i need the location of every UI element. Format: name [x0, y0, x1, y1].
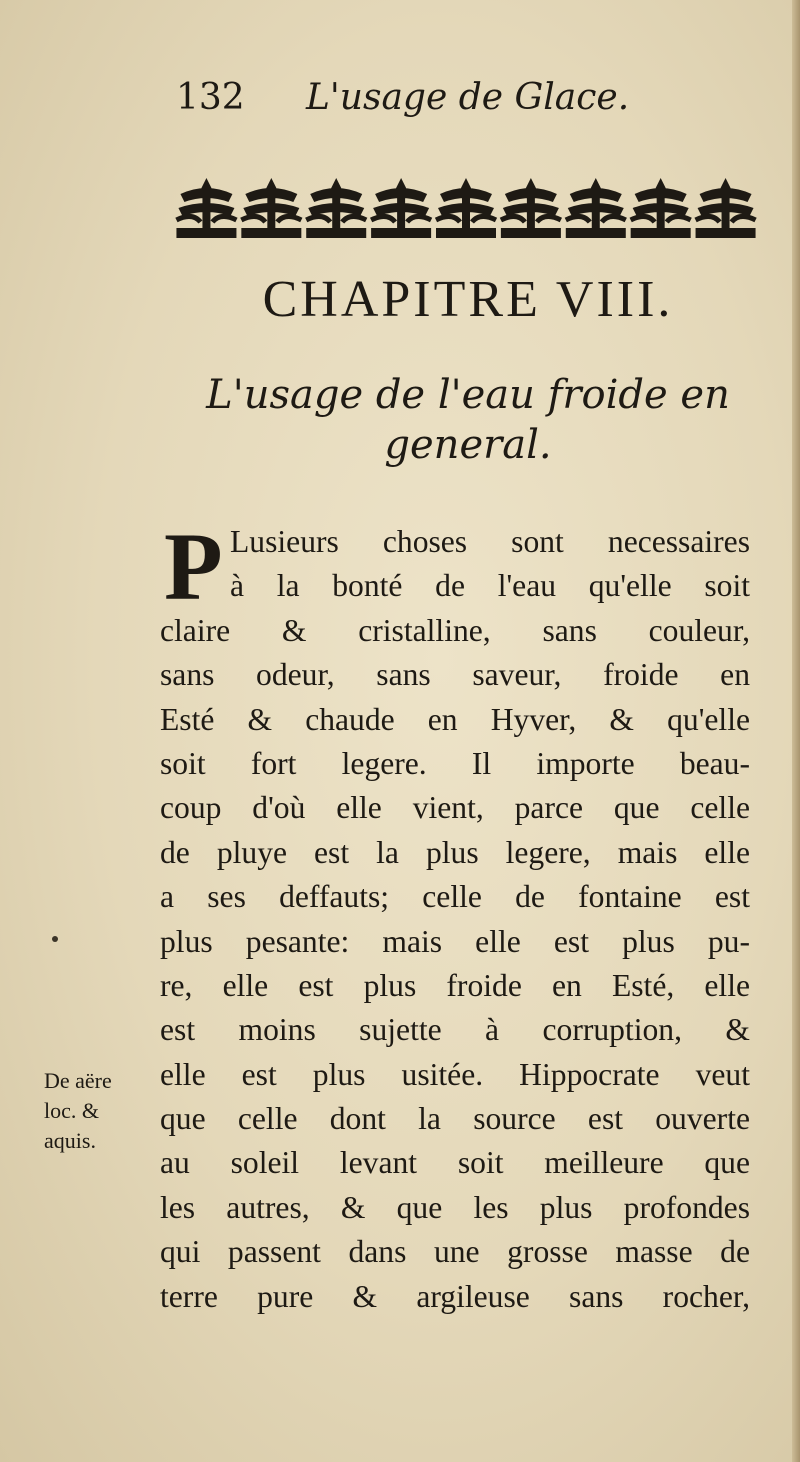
fleuron-row-icon — [174, 172, 758, 242]
text-line: au soleil levant soit meilleure que — [160, 1145, 750, 1181]
chapter-subtitle-line-2: general. — [384, 422, 552, 468]
margin-note — [44, 1066, 156, 1156]
text-line: de pluye est la plus legere, mais elle — [160, 834, 750, 870]
running-title: L'usage de Glace. — [306, 77, 630, 118]
fleuron-icon — [696, 178, 756, 238]
fleuron-icon — [631, 178, 691, 238]
page-number: 132 — [176, 77, 245, 118]
margin-dot — [52, 936, 58, 942]
text-line: que celle dont la source est ouverte — [160, 1101, 750, 1137]
fleuron-icon — [176, 178, 236, 238]
fleuron-icon — [501, 178, 561, 238]
margin-note-line: De aëre — [44, 1068, 112, 1093]
text-line: sans odeur, sans saveur, froide en — [160, 657, 750, 693]
text-line: qui passent dans une grosse masse de — [160, 1234, 750, 1270]
fleuron-icon — [371, 178, 431, 238]
text-line: Esté & chaude en Hyver, & qu'elle — [160, 701, 750, 737]
text-line: plus pesante: mais elle est plus pu- — [160, 923, 750, 959]
text-line: a ses deffauts; celle de fontaine est — [160, 879, 750, 915]
text-line: les autres, & que les plus profondes — [160, 1189, 750, 1225]
body-paragraph — [160, 513, 750, 1319]
margin-note-line: aquis. — [44, 1128, 96, 1153]
running-head — [176, 78, 736, 118]
text-line: terre pure & argileuse sans rocher, — [160, 1278, 750, 1314]
chapter-subtitle — [176, 370, 760, 470]
chapter-heading: CHAPITRE VIII. — [262, 271, 674, 328]
text-line: Lusieurs choses sont necessaires — [230, 524, 750, 559]
text-line: à la bonté de l'eau qu'elle soit — [230, 568, 750, 604]
text-line: est moins sujette à corruption, & — [160, 1012, 750, 1048]
page-edge — [792, 0, 800, 1462]
fleuron-icon — [566, 178, 626, 238]
fleuron-icon — [241, 178, 301, 238]
drop-capital: P — [164, 513, 223, 620]
fleuron-icon — [306, 178, 366, 238]
text-line: coup d'où elle vient, parce que celle — [160, 790, 750, 826]
text-line: elle est plus usitée. Hippocrate veut — [160, 1056, 750, 1092]
text-line: soit fort legere. Il importe beau- — [160, 745, 750, 781]
text-line: claire & cristalline, sans couleur, — [160, 612, 750, 648]
chapter-subtitle-line-1: L'usage de l'eau froide en — [206, 372, 730, 418]
fleuron-icon — [436, 178, 496, 238]
margin-note-line: loc. & — [44, 1098, 99, 1123]
text-line: re, elle est plus froide en Esté, elle — [160, 967, 750, 1003]
